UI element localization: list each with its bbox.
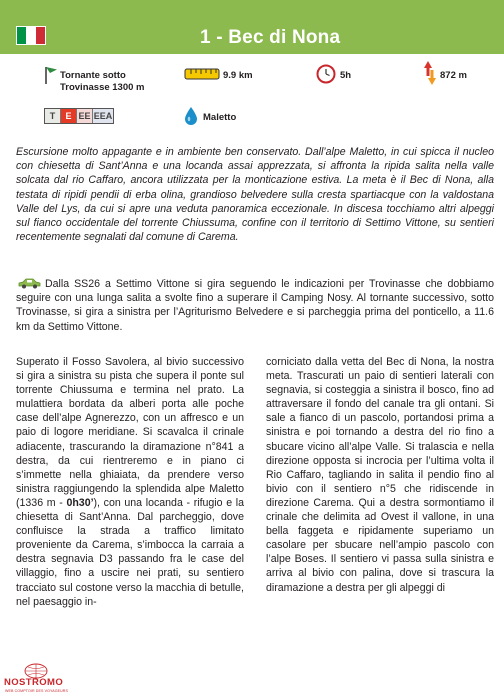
body-left-text-a: Superato il Fosso Savolera, al bivio successivo si gira a sinistra su pista che supera il ponte sul torrente Chiussuma e termina nel prato. La mulattiera bordata da alberi porta alle poche case dell’alpe Agnerezzo, con un affresco e un paio di logore meridiane. Si scavalca il crinale adiacente, trascurando la diramazione n°841 a destra, da cui rientreremo e in piano ci s’immette nella ghiaiata, da prendere verso sinistra raggiungendo la splendida alpe Maletto (1336 m - [16, 356, 244, 509]
difficulty-eea: EEA [93, 111, 113, 121]
page-title: 1 - Bec di Nona [200, 27, 341, 48]
elevation-value: 872 m [440, 70, 467, 81]
difficulty-ee: EE [77, 109, 93, 123]
start-line-1: Tornante sotto [60, 70, 126, 81]
elevation-arrows-icon [422, 60, 438, 86]
car-icon [16, 277, 42, 289]
difficulty-scale [44, 108, 114, 124]
difficulty-t: T [45, 109, 61, 123]
access-paragraph [16, 277, 494, 334]
intro-paragraph: Escursione molto appagante e in ambiente ben conservato. Dall’alpe Maletto, in cui spicca il nucleo con chiesetta di Sant’Anna e una locanda assai apprezzata, si affronta la ripida salita nella valle solcata dal rio Caffaro, ancora utilizzata per la monticazione estiva. La meta è il Bec di Nona, alla testata di ripidi pendii di erba olina, grandioso belvedere sulla cresta spartiacque con la valdostana Valle del Lys, da cui si apre una veduta panoramica eccezionale. In discesa tocchiamo altri alpeggi sul fianco occidentale del torrente Chiussuma, confine con il territorio di Settimo Vittone, su sentieri recentemente segnalati dal comune di Carema. [16, 146, 494, 244]
header-bar [0, 0, 504, 54]
access-text: Dalla SS26 a Settimo Vittone si gira seguendo le indicazioni per Trovinasse che dobbiamo seguire con una lunga salita a svolte fino a superare il Camping Nosy. Al tornante successivo, sotto Trovinasse, si gira a sinistra per l’Agriturismo Belvedere e si parcheggia prima del ponticello, a 11.6 km da Settimo Vittone. [16, 278, 494, 333]
water-point-value: Maletto [203, 112, 237, 123]
clock-icon [316, 64, 336, 84]
body-left-text-b: ), con una locanda - rifugio e la chiesetta di Sant’Anna. Dal parcheggio, dove confluisce la strada a traffico limitato proveniente da Carema, s’imbocca la carraia a destra segnavia D3 passando fra le case del villaggio, fino a uscire nei prati, su sentiero tracciato sul costone verso la macchia di betulle, nel paesaggio in- [16, 496, 244, 608]
start-line-2: Trovinasse 1300 m [60, 82, 145, 93]
ruler-icon [184, 68, 220, 80]
difficulty-e: E [61, 109, 77, 123]
start-point-label [60, 70, 145, 94]
water-drop-icon [184, 106, 198, 126]
distance-value: 9.9 km [223, 70, 253, 81]
body-column-right: corniciato dalla vetta del Bec di Nona, la nostra meta. Trascurati un paio di sentieri laterali con segnavia, si costeggia a sinistra il bosco, fino ad attraversare il fondo del canale tra gli ontani. Si sale a fianco di un pascolo, portandosi prima a sinistra e poi tornando a destra del rio fino a sbucare vicino all’alpe Valle. Si tralascia e nella direzione opposta si incrocia per l’ultima volta il Rio Caffaro, tagliando in salita il pendio fino al bivio con il sentiero n°5 che ridiscende in direzione Carema. Qui a destra sormontiamo il crinale che delimita ad Ovest il vallone, in una bella faggeta e ripidamente superiamo un casolare per sbucare nell’ampio pascolo con l’alpe Boses. Il sentiero vi passa sulla sinistra e arriva al bivio con palina, dove si trascura la diramazione a destra per gli alpeggi di [266, 356, 494, 594]
time-marker: 0h30’ [66, 496, 94, 509]
logo-name: NOSTROMO [4, 677, 64, 688]
italy-flag-icon [16, 26, 46, 45]
green-flag-icon [44, 66, 58, 84]
body-column-left [16, 355, 244, 609]
logo-tagline: WEB COMPTOIR DES VOYAGEURS [5, 689, 68, 693]
time-value: 5h [340, 70, 352, 81]
